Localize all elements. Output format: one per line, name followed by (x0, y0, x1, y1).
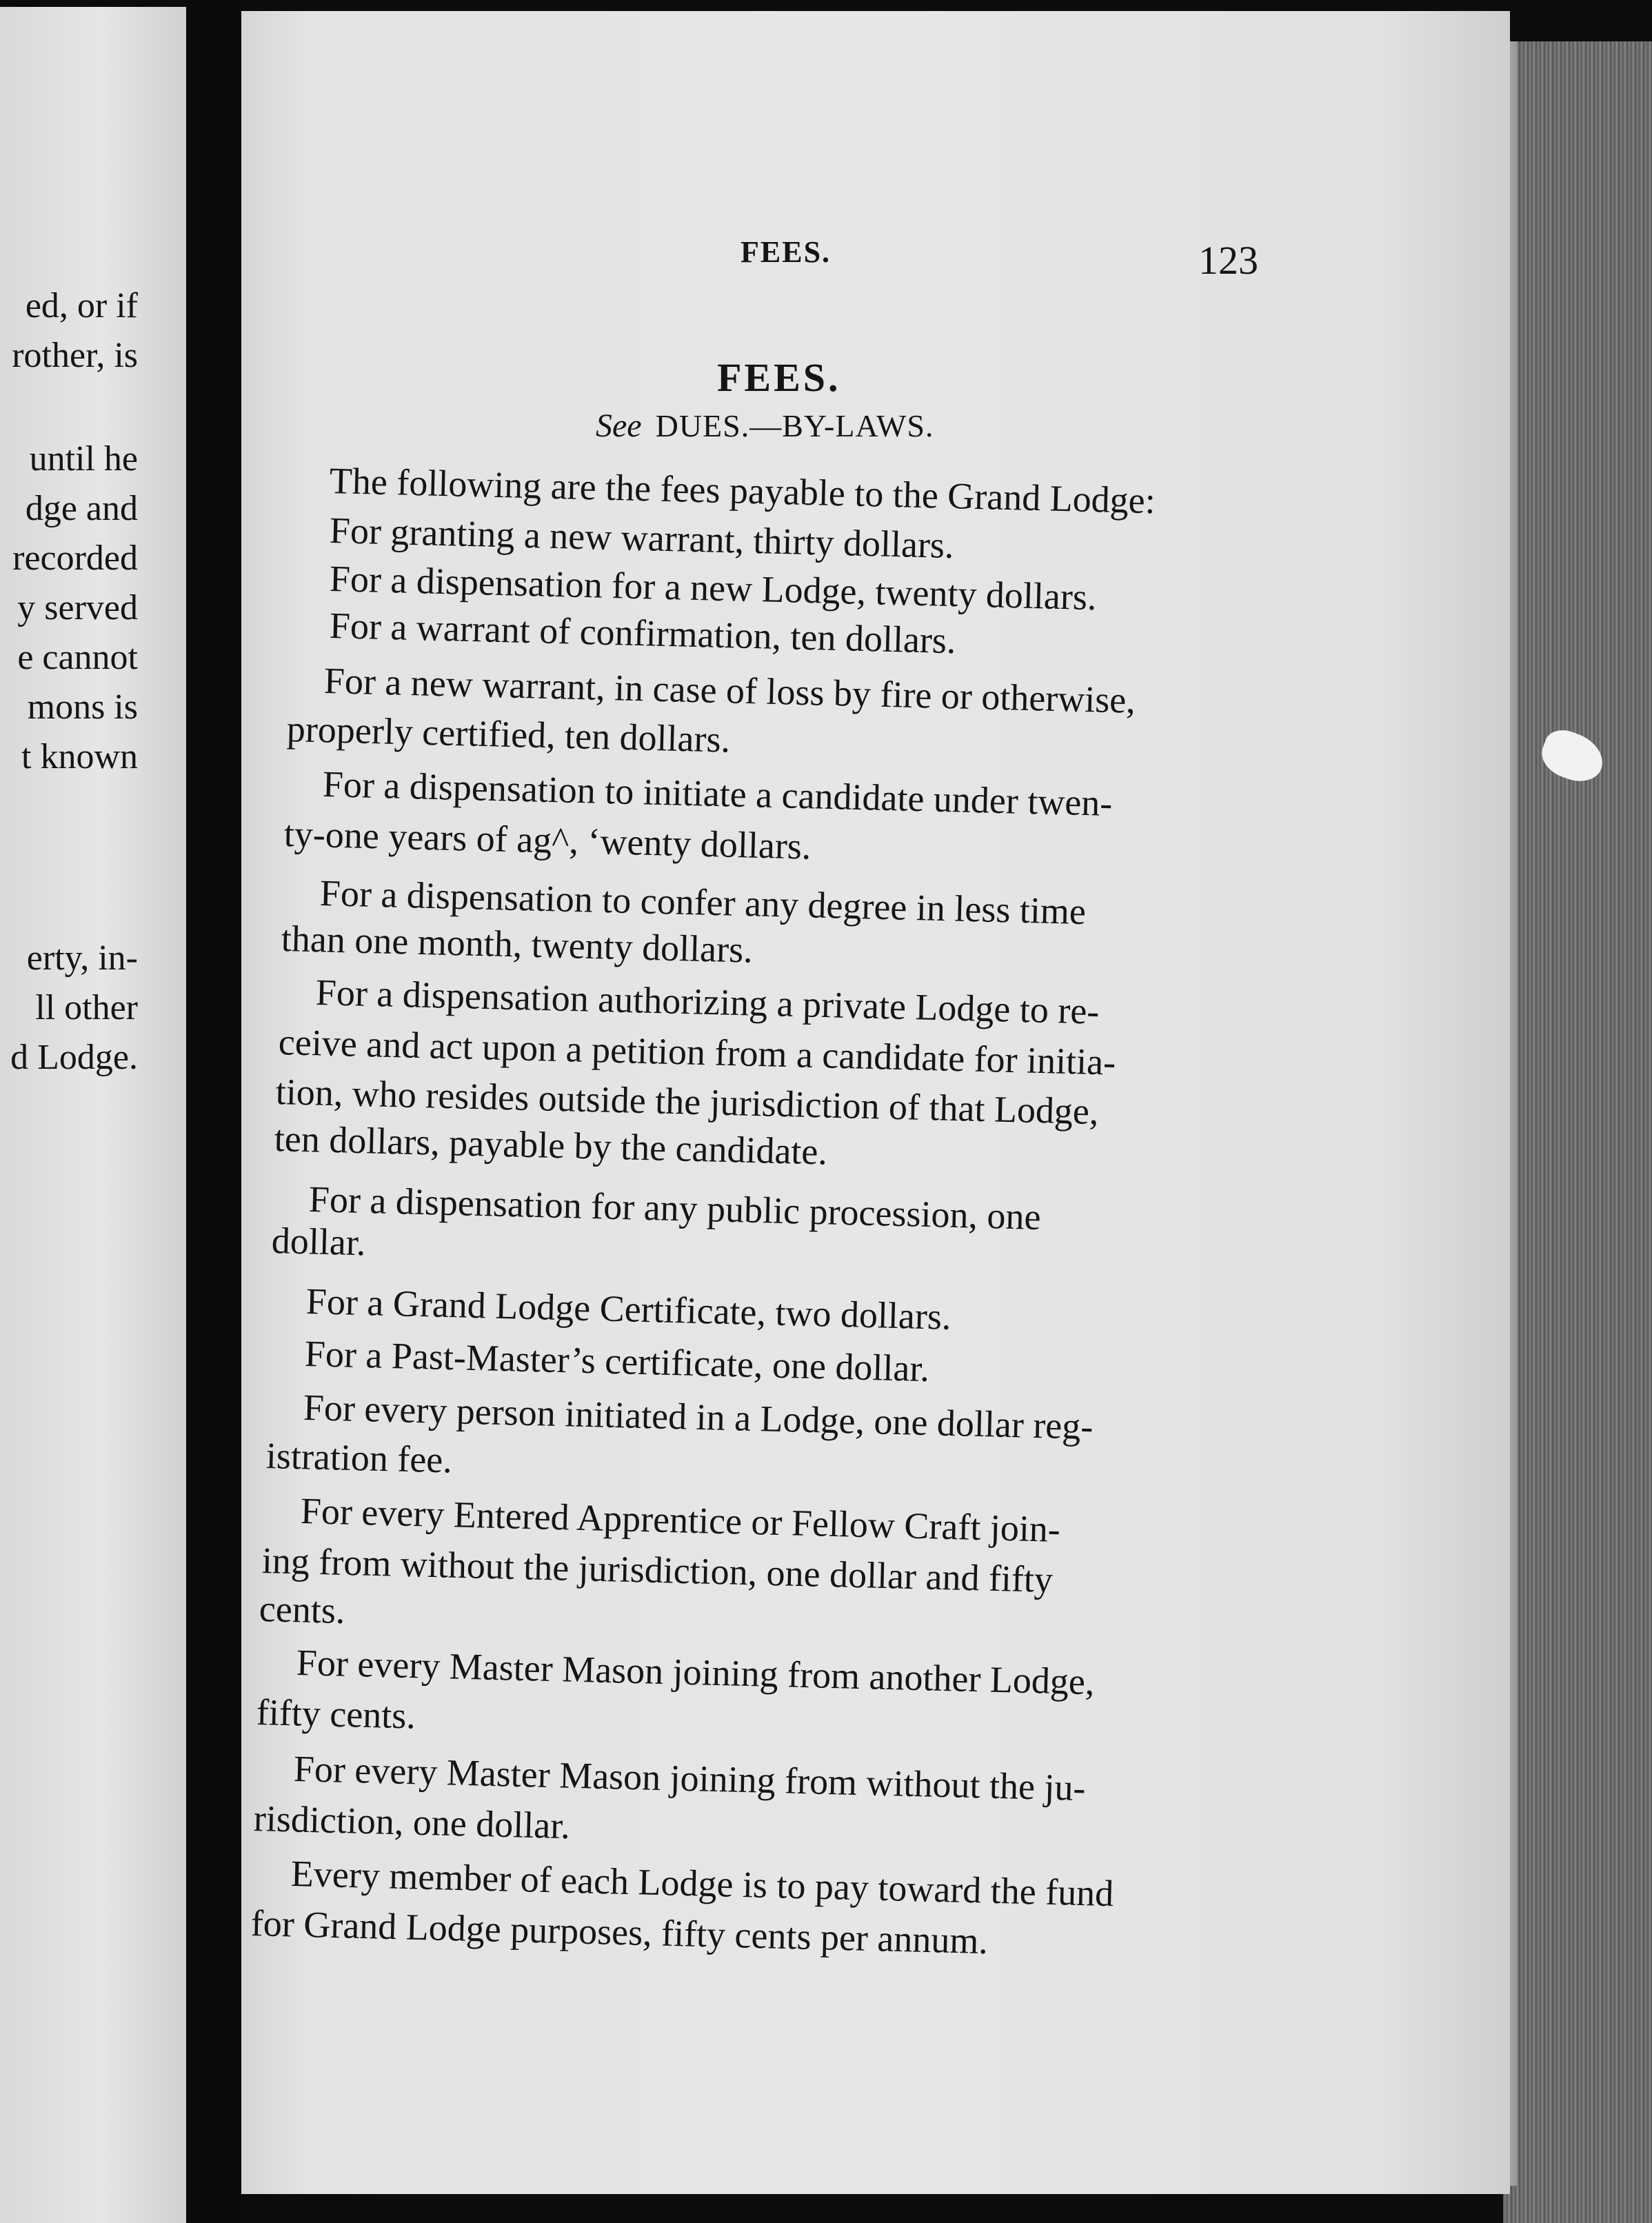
body-text-line: For every Entered Apprentice or Fellow Craft join- (300, 1490, 1061, 1550)
body-text-line: For a new warrant, in case of loss by fire or otherwise, (323, 660, 1136, 721)
page-edges (1503, 41, 1652, 2223)
book-gutter (186, 0, 241, 2223)
body-text-line: For granting a new warrant, thirty dollars. (329, 510, 955, 567)
page-number: 123 (1198, 238, 1258, 283)
body-text-line: For every Master Mason joining from without the ju- (293, 1748, 1087, 1809)
left-page-line: until he (29, 439, 138, 479)
body-text-line: For a dispensation to initiate a candidate under twen- (322, 763, 1114, 824)
body-text-line: cents. (259, 1588, 346, 1632)
body-text-line: ing from without the jurisdiction, one dollar and fifty (261, 1540, 1054, 1601)
left-page-line: erty, in- (26, 938, 138, 978)
body-text-line: properly certified, ten dollars. (286, 708, 731, 761)
see-word: See (596, 408, 642, 444)
section-title: FEES. (717, 355, 841, 400)
left-page-line: ed, or if (25, 286, 138, 325)
body-text-line: than one month, twenty dollars. (281, 918, 754, 971)
previous-page-fragment (0, 7, 186, 2223)
body-text-line: For a dispensation for any public procession, one (308, 1178, 1042, 1238)
body-text-line: istration fee. (265, 1435, 453, 1481)
body-text-line: dollar. (271, 1220, 367, 1264)
left-page-line: e cannot (17, 638, 138, 677)
see-reference: DUES.—BY-LAWS. (655, 408, 934, 443)
body-text-line: ten dollars, payable by the candidate. (274, 1118, 828, 1173)
running-head: FEES. (741, 235, 832, 269)
body-text-line: For a dispensation authorizing a private Lodge to re- (315, 972, 1100, 1032)
body-text-line: For a warrant of confirmation, ten dollars. (329, 605, 957, 662)
body-text-line: For a dispensation to confer any degree in less time (319, 872, 1087, 933)
left-page-line: recorded (12, 539, 138, 578)
body-text-line: fifty cents. (256, 1691, 416, 1737)
body-text-line: For a dispensation for a new Lodge, twenty dollars. (329, 558, 1098, 618)
body-text-line: For a Past-Master’s certificate, one dollar. (304, 1333, 930, 1390)
body-text-line: Every member of each Lodge is to pay toward the fund (290, 1853, 1114, 1915)
body-text-line: ty-one years of ag^, ‘wenty dollars. (283, 813, 812, 867)
body-text-line: ceive and act upon a petition from a candidate for initia- (278, 1021, 1116, 1083)
body-text-line: tion, who resides outside the jurisdiction of that Lodge, (275, 1071, 1100, 1133)
left-page-line: ll other (35, 988, 138, 1027)
cross-reference (596, 407, 934, 445)
body-text-line: for Grand Lodge purposes, fifty cents per annum. (250, 1902, 989, 1962)
left-page-line: t known (21, 737, 138, 776)
left-page-line: d Lodge. (10, 1038, 138, 1077)
body-text-line: For every Master Mason joining from another Lodge, (296, 1642, 1096, 1703)
body-text-line: For every person initiated in a Lodge, one dollar reg- (303, 1387, 1094, 1447)
left-page-line: mons is (27, 687, 138, 727)
body-text-line: The following are the fees payable to the Grand Lodge: (329, 460, 1156, 522)
left-page-line: y served (17, 588, 138, 627)
left-page-line: dge and (25, 489, 138, 528)
body-text-line: risdiction, one dollar. (253, 1798, 571, 1847)
left-page-line: rother, is (12, 336, 138, 375)
body-text-line: For a Grand Lodge Certificate, two dollars. (305, 1280, 952, 1338)
